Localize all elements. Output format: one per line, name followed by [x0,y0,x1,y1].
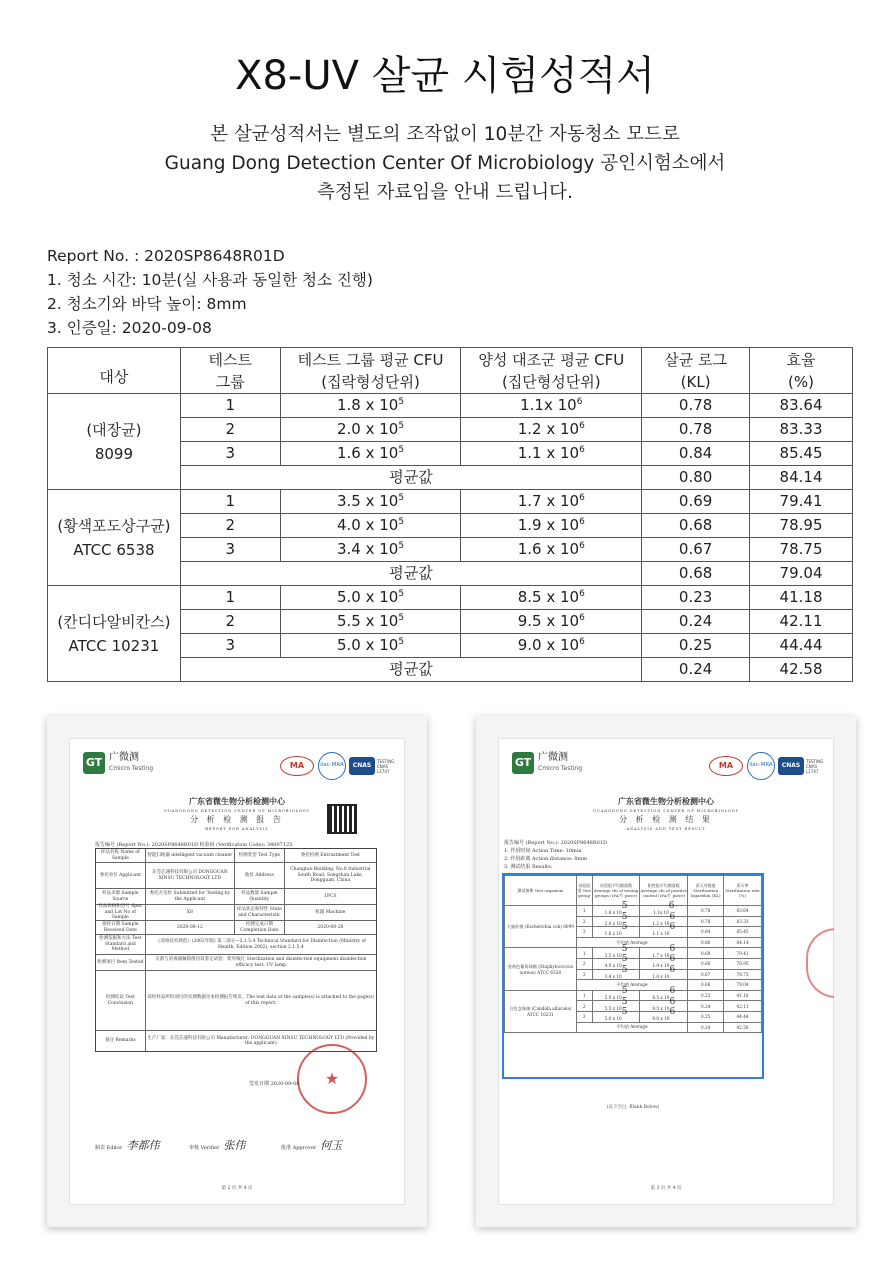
official-seal-icon: ★ [297,1044,367,1114]
efficiency-cell: 41.18 [750,586,853,610]
sig-editor: 制表 Editor 李都伟 [95,1139,160,1152]
cert-header-cell: 杀灭对数值 Sterilization logarithm (KL) [688,876,724,906]
info-row [96,921,376,935]
cert-header-cell: 杀灭率 Sterilization rate (%) [724,876,762,906]
certificate-page-2 [69,738,405,1205]
table-header-row [48,348,853,394]
certificate-page-3 [498,738,834,1205]
meta-height: 2. 청소기와 바닥 높이: 8mm [47,295,247,313]
cert-average-row: 平均值 Average 0.24 42.58 [505,1022,762,1033]
average-label: 평균값 [180,562,641,586]
info-cell: 智能扫地器 intelligent vacuum cleaner [146,849,235,862]
table-row [48,490,853,514]
positive-cfu-cell: 1.1 x $10^6$ [461,442,642,466]
left-page-number: 第 2 页 共 4 页 [221,1186,253,1191]
average-efficiency: 79.04 [750,562,853,586]
table-row [48,394,853,418]
cert-average-row: 平均值 Average 0.80 84.14 [505,937,762,948]
info-cell: 该检样品所检项目的实测数据见本检测报告续页。The test data of the sample(s) is attached to the page(s) of this report. [147,995,375,1006]
cert-table-row: 白色念珠菌 (Candida albicans) ATCC 10231 1 5.0 x $10^5$ 8.5 x $10^6$ 0.23 41.18 [505,990,762,1001]
info-cell: 样品来源 Sample Source [96,889,146,904]
intro-text [0,120,890,207]
header-positive-cfu: 양성 대조군 평균 CFU (집단형성단위) [461,348,642,394]
test-cfu-cell: 5.5 x $10^5$ [280,610,461,634]
organism-cell: (대장균) 8099 [48,394,181,490]
positive-cfu-cell: 9.0 x $10^6$ [461,634,642,658]
info-cell: 1PCS [324,893,337,899]
cert-table-row: 大肠杆菌 (Escherichia coli) 8099 1 1.8 x $10^5$ 1.1x $10^6$ 0.78 83.64 [505,906,762,917]
info-cell: 机器 Machine [315,909,346,915]
test-cfu-cell: 3.5 x $10^5$ [280,490,461,514]
kl-cell: 0.84 [642,442,750,466]
info-cell: 《消毒技术规范》(2002年版) 第二部分—2.1.5.4 Technical Standard for Disinfection (Ministry of Health, Edition 2002), section 2.1.5.4 [155,939,366,950]
efficiency-cell: 78.75 [750,538,853,562]
report-meta [47,244,373,340]
intro-line-3: 측정된 자료임을 안내 드립니다. [317,182,573,203]
page-title: X8-UV 살균 시험성적서 [235,53,655,99]
test-cfu-cell: 4.0 x $10^5$ [280,514,461,538]
results-highlight-box [502,873,764,1079]
results-table [47,347,853,682]
info-cell: 样品规格和型号 Spec and Lot No of Sample [96,905,146,920]
organism-cell: (칸디다알비칸스) ATCC 10231 [48,586,181,682]
cert-header-cell: 试验组平均菌落数 Average cfu of testing groups (cfu/片 piece) [592,876,640,906]
positive-cfu-cell: 9.5 x $10^6$ [461,610,642,634]
kl-cell: 0.67 [642,538,750,562]
cma-badge-icon: MA [709,756,743,776]
cert-organism-cell: 金黄色葡萄球菌 (Staphylococcus aureus) ATCC 6538 [505,948,577,990]
cert-table-row: 3 1.6 x $10^5$ 1.1 x $10^6$ 0.84 85.45 [505,927,762,938]
efficiency-cell: 44.44 [750,634,853,658]
info-cell: 2020-08-12 [146,921,235,934]
right-action-time: 1. 作用时间 Action Time: 10min [504,848,582,854]
group-cell: 1 [180,490,280,514]
kl-cell: 0.68 [642,514,750,538]
intro-line-1: 본 살균성적서는 별도의 조작없이 10분간 자동청소 모드로 [210,124,680,145]
sig-verifier: 审核 Verifier 张伟 [189,1139,246,1152]
positive-cfu-cell: 1.1x $10^6$ [461,394,642,418]
info-cell: 委托单位 Applicant [96,863,146,888]
info-cell: 生产厂家：东莞芯速科技有限公司 Manufacturer: DONGGUAN XINSU TECHNOLOGY LTD (Provided by the applicant) [147,1035,375,1046]
average-kl: 0.24 [642,658,750,682]
kl-cell: 0.69 [642,490,750,514]
info-cell: 检测完成日期 Completion Date [235,921,285,934]
test-cfu-cell: 1.6 x $10^5$ [280,442,461,466]
efficiency-cell: 83.64 [750,394,853,418]
cert-header-cell: 试验组别 Test group [576,876,592,906]
average-label: 평균값 [180,466,641,490]
meta-cleaning-time: 1. 청소 시간: 10분(실 사용과 동일한 청소 진행) [47,271,373,289]
efficiency-cell: 42.11 [750,610,853,634]
edge-seal-icon [806,928,834,998]
average-label: 평균값 [180,658,641,682]
header-target: 대상 [48,348,181,394]
header-test-cfu: 테스트 그룹 평균 CFU (집락형성단위) [280,348,461,394]
efficiency-cell: 78.95 [750,514,853,538]
kl-cell: 0.25 [642,634,750,658]
info-cell: 委托方送检 Submitted for Testing by the Applicant [146,889,235,904]
kl-cell: 0.24 [642,610,750,634]
kl-cell: 0.78 [642,394,750,418]
right-page-number: 第 3 页 共 4 页 [650,1186,682,1191]
info-row [96,889,376,905]
info-cell: 检测结论 Test Conclusion [96,971,146,1030]
efficiency-cell: 83.33 [750,418,853,442]
group-cell: 2 [180,610,280,634]
group-cell: 1 [180,394,280,418]
info-cell: X8 [146,905,235,920]
info-row [96,863,376,889]
cert-average-row: 平均值 Average 0.68 79.04 [505,980,762,991]
cert-table-row: 2 5.5 x $10^5$ 9.5 x $10^6$ 0.24 42.11 [505,1001,762,1012]
right-action-distance: 2. 作用距离 Action distance: 8mm [504,856,588,862]
ilac-badge-icon: ilac-MRA [747,752,775,780]
average-kl: 0.68 [642,562,750,586]
lab-logo-icon: GT [512,752,534,774]
positive-cfu-cell: 1.7 x $10^6$ [461,490,642,514]
meta-cert-date: 3. 인증일: 2020-09-08 [47,319,212,337]
info-row [96,849,376,863]
info-row [96,971,376,1031]
info-cell: 检测类型 Test Type [235,849,285,862]
lab-logo: GT 广微测 Cmicro Testing [512,752,582,774]
kl-cell: 0.23 [642,586,750,610]
header-group: 테스트 그룹 [180,348,280,394]
accreditation-badges: MA ilac-MRA CNAS TESTING CNAS L1747 [280,752,395,780]
test-cfu-cell: 1.8 x $10^5$ [280,394,461,418]
group-cell: 3 [180,442,280,466]
group-cell: 3 [180,538,280,562]
group-cell: 2 [180,514,280,538]
cert-table-row: 3 3.4 x $10^5$ 1.6 x $10^6$ 0.67 78.75 [505,969,762,980]
info-cell: 东莞芯速科技有限公司 DONGGUAN XINSU TECHNOLOGY LTD [146,863,235,888]
test-cfu-cell: 2.0 x $10^5$ [280,418,461,442]
info-row [96,935,376,955]
certificate-heading: 广东省微生物分析检测中心 GUANGDONG DETECTION CENTER OF MICROBIOLOGY 分 析 检 测 结 果 ANALYSIS AND TEST RESULT [593,796,739,831]
info-cell: 备注 Remarks [96,1031,146,1051]
right-results-label: 3. 测试结果 Results: [504,864,553,870]
info-cell: 样品名称 Name of Sample [96,849,146,862]
info-row [96,955,376,971]
certificate-frame-right [476,716,856,1227]
test-cfu-cell: 5.0 x $10^5$ [280,634,461,658]
efficiency-cell: 79.41 [750,490,853,514]
info-cell: 样品数量 Sample Quantity [235,889,285,904]
info-cell: Changtuo Building, No.8 Industrial South Road, Songshan Lake, Dongguan, China [290,867,371,884]
positive-cfu-cell: 1.6 x $10^6$ [461,538,642,562]
cert-table-row: 2 4.0 x $10^5$ 1.9 x $10^6$ 0.68 78.95 [505,958,762,969]
blank-below-note: (以下空白, Blank Below) [606,1105,660,1110]
header-efficiency: 효율 (%) [750,348,853,394]
left-info-grid [95,848,377,1052]
group-cell: 3 [180,634,280,658]
group-cell: 1 [180,586,280,610]
cert-table-row: 2 2.0 x $10^5$ 1.2 x $10^6$ 0.78 83.33 [505,916,762,927]
table-row [48,586,853,610]
cnas-badge-icon: CNAS [349,757,375,775]
test-cfu-cell: 5.0 x $10^5$ [280,586,461,610]
sig-approver: 批准 Approver 何玉 [281,1139,343,1152]
info-cell: 地址 Address [235,863,285,888]
info-cell: 接样日期 Sample Received Date [96,921,146,934]
cert-table-row: 3 5.0 x $10^5$ 9.0 x $10^6$ 0.25 44.44 [505,1011,762,1022]
info-cell: 检测依据和方法 Test Standard and Method [96,935,146,954]
info-cell: 委托检测 Entrustment Test [300,852,360,858]
cert-table-row: 金黄色葡萄球菌 (Staphylococcus aureus) ATCC 6538 1 3.5 x $10^5$ 1.7 x $10^6$ 0.69 79.41 [505,948,762,959]
info-cell: 样品状态和特性 State and Characteristic [235,905,285,920]
positive-cfu-cell: 1.9 x $10^6$ [461,514,642,538]
cnas-badge-icon: CNAS [778,757,804,775]
efficiency-cell: 85.45 [750,442,853,466]
intro-line-2: Guang Dong Detection Center Of Microbiology 공인시험소에서 [164,153,726,174]
right-report-line: 报告编号 (Report No.): 2020SP8648R01D [504,840,607,846]
header-log: 살균 로그 (KL) [642,348,750,394]
info-row [96,905,376,921]
issue-date: 签发日期 2020-09-08 [249,1081,300,1087]
cert-header-cell: 阳性组平均菌落数 Average cfu of positive control (cfu/片 piece) [640,876,688,906]
lab-logo-icon: GT [83,752,105,774]
cert-organism-cell: 白色念珠菌 (Candida albicans) ATCC 10231 [505,990,577,1032]
kl-cell: 0.78 [642,418,750,442]
qr-code-icon [327,804,357,834]
group-cell: 2 [180,418,280,442]
cert-header-cell: 测试菌株 Test organism [505,876,577,906]
positive-cfu-cell: 8.5 x $10^6$ [461,586,642,610]
report-number: Report No. : 2020SP8648R01D [47,247,285,265]
average-efficiency: 42.58 [750,658,853,682]
accreditation-badges: MA ilac-MRA CNAS TESTING CNAS L1747 [709,752,824,780]
certificate-frame-left [47,716,427,1227]
certificate-heading: 广东省微生物分析检测中心 GUANGDONG DETECTION CENTER OF MICROBIOLOGY 分 析 检 测 报 告 REPORT FOR ANALYSIS [164,796,310,831]
cma-badge-icon: MA [280,756,314,776]
left-report-line: 报告编号 (Report No.): 2020SP8648R01D 检验码 (Verification Code): 34007125 [95,842,293,848]
test-cfu-cell: 3.4 x $10^5$ [280,538,461,562]
ilac-badge-icon: ilac-MRA [318,752,346,780]
info-cell: 检测项目 Item Tested [96,955,146,970]
average-efficiency: 84.14 [750,466,853,490]
organism-cell: (황색포도상구균) ATCC 6538 [48,490,181,586]
positive-cfu-cell: 1.2 x $10^6$ [461,418,642,442]
info-cell: 灭菌与消毒器械除菌功效鉴定试验：紫外线灯 Sterilization and disinfection equipment disinfection efficacy test: UV lamp [155,957,367,968]
cert-organism-cell: 大肠杆菌 (Escherichia coli) 8099 [505,906,577,948]
info-cell: 2020-08-28 [317,924,344,930]
lab-logo: GT 广微测 Cmicro Testing [83,752,153,774]
average-kl: 0.80 [642,466,750,490]
